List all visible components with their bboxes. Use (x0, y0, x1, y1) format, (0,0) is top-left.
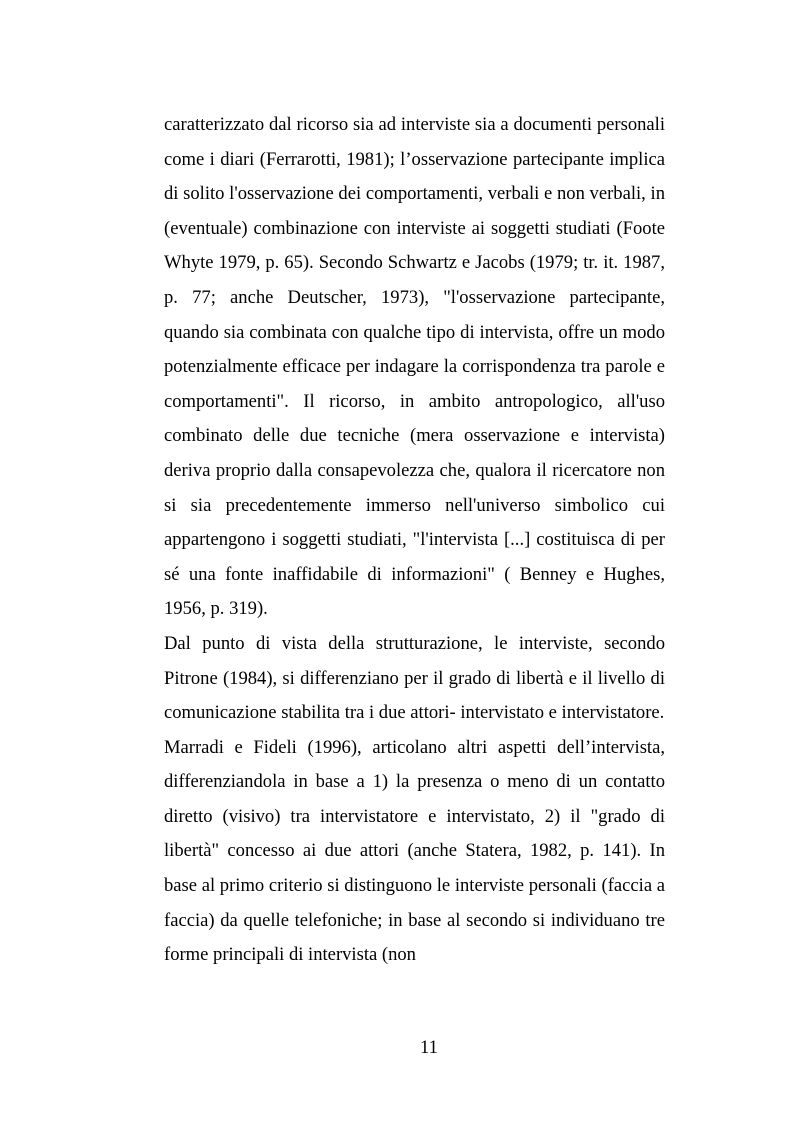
page-number: 11 (420, 1037, 438, 1058)
paragraph-3: Marradi e Fideli (1996), articolano altri aspetti dell’intervista, differenziandola in base a 1) la presenza o meno di un contatto diretto (visivo) tra intervistatore e intervistato, 2) il "grado di libertà" concesso ai due attori (anche Statera, 1982, p. 141). In base al primo criterio si distinguono le interviste personali (faccia a faccia) da quelle telefoniche; in base al secondo si individuano tre forme principali di intervista (non (164, 736, 665, 966)
paragraph-1: caratterizzato dal ricorso sia ad interviste sia a documenti personali come i diari (Ferrarotti, 1981); l’osservazione partecipante implica di solito l'osservazione dei comportamenti, verbali e non verbali, in (eventuale) combinazione con interviste ai soggetti studiati (Foote Whyte 1979, p. 65). Secondo Schwartz e Jacobs (1979; tr. it. 1987, p. 77; anche Deutscher, 1973), "l'osservazione partecipante, quando sia combinata con qualche tipo di intervista, offre un modo potenzialmente efficace per indagare la corrispondenza tra parole e comportamenti". Il ricorso, in ambito antropologico, all'uso combinato delle due tecniche (mera osservazione e intervista) deriva proprio dalla consapevolezza che, qualora il ricercatore non si sia precedentemente immerso nell'universo simbolico cui appartengono i soggetti studiati, "l'intervista [...] costituisca di per sé una fonte inaffidabile di informazioni" ( Benney e Hughes, 1956, p. 319). (164, 114, 665, 620)
paragraph-2: Dal punto di vista della strutturazione, le interviste, secondo Pitrone (1984), si differenziano per il grado di libertà e il livello di comunicazione stabilita tra i due attori- intervistato e intervistatore. (164, 632, 665, 724)
body-text (164, 108, 665, 973)
